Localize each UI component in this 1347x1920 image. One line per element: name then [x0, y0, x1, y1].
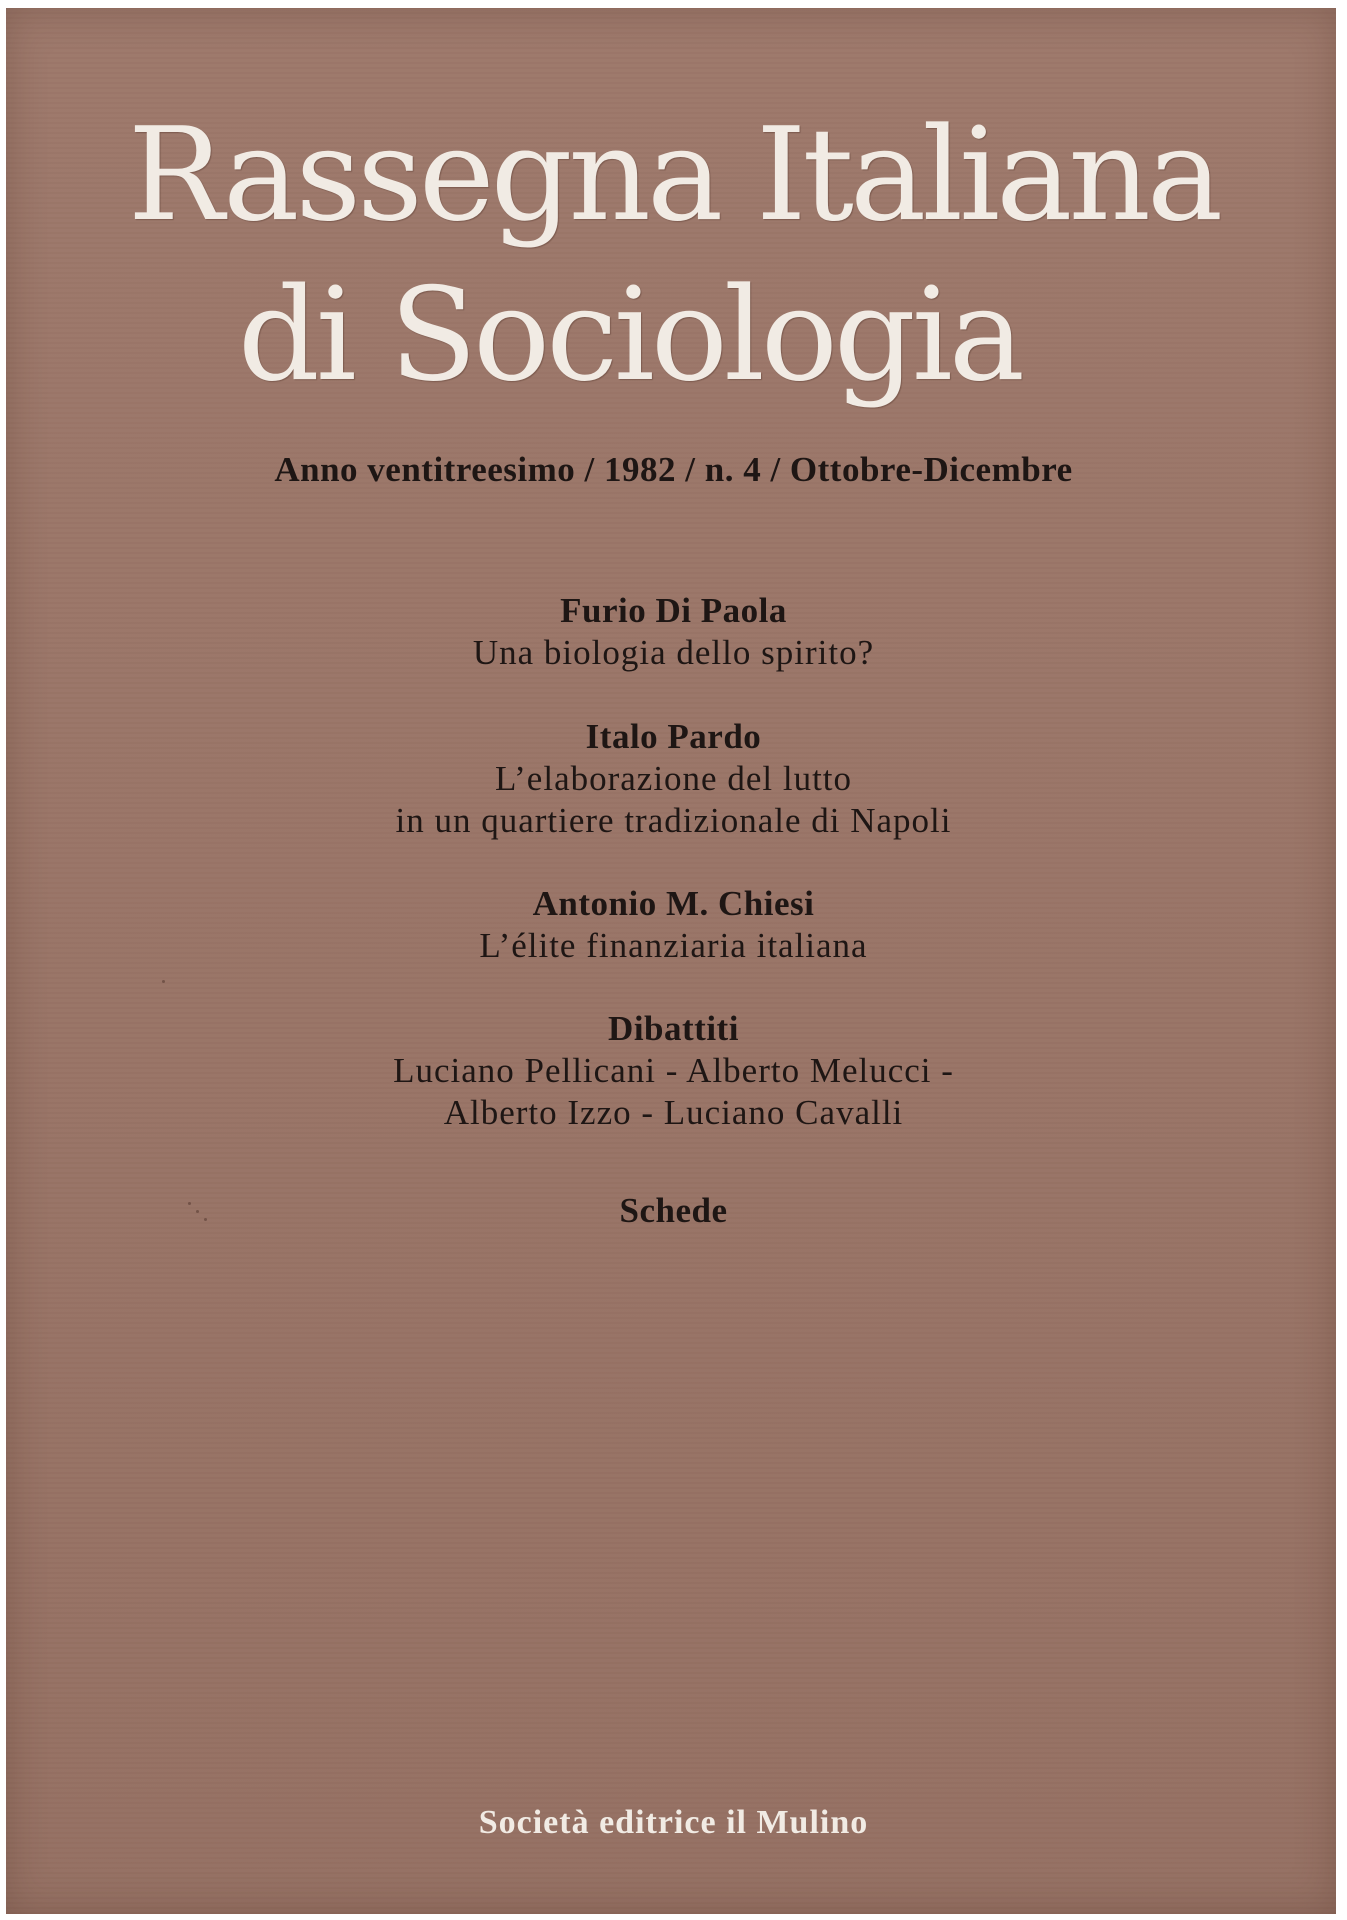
journal-title-line-1: Rassegna Italiana: [127, 101, 1220, 250]
entry-title-line-2: in un quartiere tradizionale di Napoli: [395, 801, 952, 840]
table-of-contents: [0, 590, 1347, 1232]
entry-title: Una biologia dello spirito?: [472, 633, 875, 672]
contents-entry-pardo: [0, 716, 1347, 842]
entry-author: Furio Di Paola: [560, 591, 787, 630]
print-speck: [196, 1210, 199, 1213]
publisher-name: Società editrice il Mulino: [478, 1804, 869, 1841]
print-speck: [162, 980, 165, 983]
journal-title-line-2: di Sociologia: [237, 261, 1022, 410]
debate-authors-line-2: Alberto Izzo - Luciano Cavalli: [443, 1093, 904, 1132]
contents-entry-chiesi: [0, 883, 1347, 967]
contents-entry-schede: [0, 1190, 1347, 1232]
entry-title: L’élite finanziaria italiana: [479, 926, 868, 965]
entry-title-line-1: L’elaborazione del lutto: [494, 759, 853, 798]
contents-entry-dibattiti: [0, 1008, 1347, 1134]
entry-author: Antonio M. Chiesi: [532, 884, 815, 923]
print-speck: [204, 1218, 207, 1221]
debate-authors-line-1: Luciano Pellicani - Alberto Melucci -: [393, 1051, 954, 1090]
print-speck: [188, 1202, 191, 1205]
issue-info: Anno ventitreesimo / 1982 / n. 4 / Ottobre-Dicembre: [274, 450, 1073, 489]
section-heading: Dibattiti: [608, 1009, 739, 1048]
entry-author: Italo Pardo: [585, 717, 762, 756]
contents-entry-di-paola: [0, 590, 1347, 674]
section-heading: Schede: [619, 1191, 728, 1230]
